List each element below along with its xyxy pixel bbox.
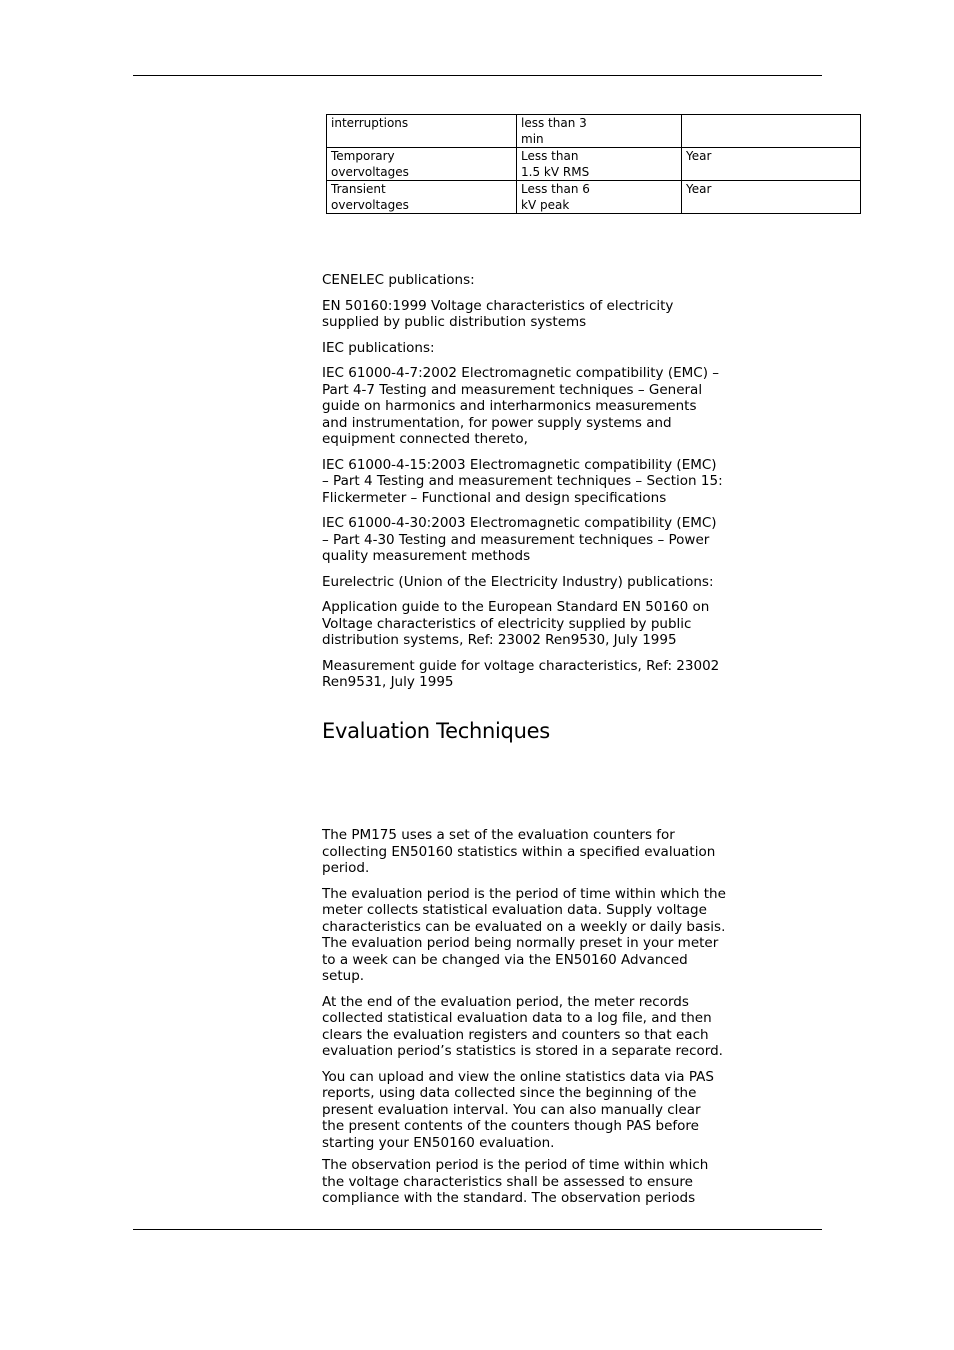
section-heading: Evaluation Techniques <box>322 719 550 743</box>
reference-paragraph: EN 50160:1999 Voltage characteristics of electricity supplied by public distribution systems <box>322 297 674 330</box>
evaluation-body <box>322 827 726 1160</box>
table-row <box>327 181 861 214</box>
observation-body <box>322 1157 726 1216</box>
limits-table <box>326 114 861 214</box>
reference-paragraph: IEC 61000-4-30:2003 Electromagnetic compatibility (EMC) – Part 4-30 Testing and measurement techniques – Power quality measurement methods <box>322 515 717 564</box>
table-row <box>327 148 861 181</box>
reference-paragraph: Application guide to the European Standard EN 50160 on Voltage characteristics of electricity supplied by public distribution systems, Ref: 23002 Ren9530, July 1995 <box>322 599 710 648</box>
body-paragraph: At the end of the evaluation period, the meter records collected statistical evaluation data to a log file, and then clears the evaluation registers and counters so that each evaluation period’s statistics is stored in a separate record. <box>322 993 723 1059</box>
table-cell: Temporary overvoltages <box>327 148 517 181</box>
table-cell <box>682 115 861 148</box>
reference-paragraph: IEC 61000-4-7:2002 Electromagnetic compatibility (EMC) – Part 4-7 Testing and measurement techniques – General guide on harmonics and interharmonics measurements and instrumentation, for power supply systems and equipment connected thereto, <box>322 365 720 447</box>
body-paragraph: The observation period is the period of time within which the voltage characteristics shall be assessed to ensure compliance with the standard. The observation periods <box>322 1157 709 1206</box>
body-paragraph: The evaluation period is the period of time within which the meter collects statistical evaluation data. Supply voltage characteristics can be evaluated on a weekly or daily basis. The evaluation period being normally preset in your meter to a week can be changed via the EN50160 Advanced setup. <box>322 885 726 984</box>
references-list <box>322 272 726 700</box>
footer-rule <box>133 1229 822 1230</box>
table-cell: Less than 6 kV peak <box>517 181 682 214</box>
table-cell: interruptions <box>327 115 517 148</box>
table-cell: Year <box>682 148 861 181</box>
table-cell: less than 3 min <box>517 115 682 148</box>
table-row <box>327 115 861 148</box>
header-rule <box>133 75 822 76</box>
table-cell: Less than 1.5 kV RMS <box>517 148 682 181</box>
body-paragraph: You can upload and view the online statistics data via PAS reports, using data collected since the beginning of the present evaluation interval. You can also manually clear the present contents of the counters though PAS before starting your EN50160 evaluation. <box>322 1068 714 1151</box>
reference-paragraph: Measurement guide for voltage characteristics, Ref: 23002 Ren9531, July 1995 <box>322 657 720 690</box>
table-cell: Year <box>682 181 861 214</box>
reference-paragraph: Eurelectric (Union of the Electricity Industry) publications: <box>322 573 714 590</box>
table-cell: Transient overvoltages <box>327 181 517 214</box>
reference-paragraph: IEC publications: <box>322 339 435 356</box>
reference-paragraph: IEC 61000-4-15:2003 Electromagnetic compatibility (EMC) – Part 4 Testing and measurement techniques – Section 15: Flickermeter – Functional and design specifications <box>322 456 723 506</box>
reference-paragraph: CENELEC publications: <box>322 272 475 288</box>
body-paragraph: The PM175 uses a set of the evaluation counters for collecting EN50160 statistics within a specified evaluation period. <box>322 827 716 876</box>
